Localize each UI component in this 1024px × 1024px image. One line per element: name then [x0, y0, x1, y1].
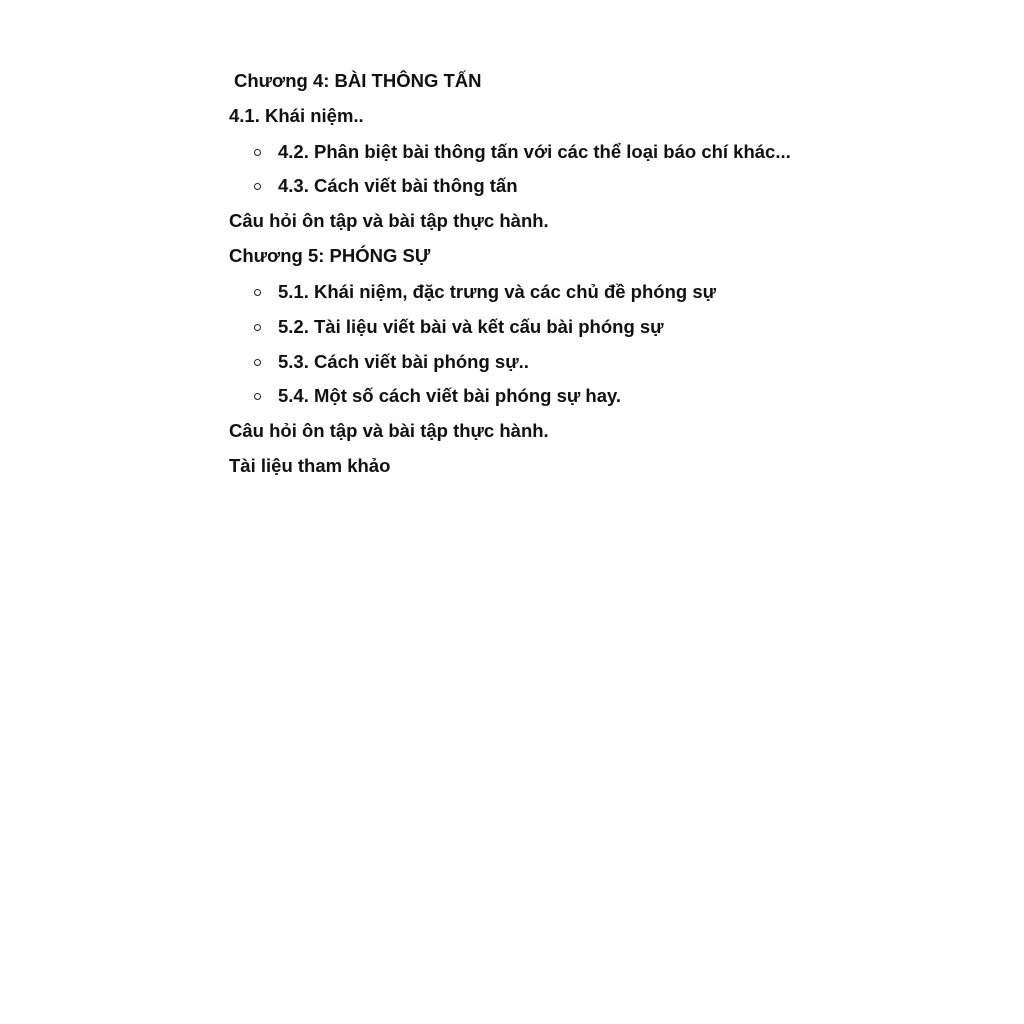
hollow-bullet-icon — [254, 359, 261, 366]
hollow-bullet-icon — [254, 289, 261, 296]
hollow-bullet-icon — [254, 393, 261, 400]
hollow-bullet-icon — [254, 324, 261, 331]
section-4-3: 4.3. Cách viết bài thông tấn — [278, 175, 518, 196]
section-4-2: 4.2. Phân biệt bài thông tấn với các thể loại báo chí khác... — [278, 141, 791, 162]
hollow-bullet-icon — [254, 183, 261, 190]
chapter-5-heading: Chương 5: PHÓNG SỰ — [229, 245, 431, 266]
references-heading: Tài liệu tham khảo — [229, 455, 391, 476]
section-4-1: 4.1. Khái niệm.. — [229, 105, 364, 126]
review-questions-5: Câu hỏi ôn tập và bài tập thực hành. — [229, 420, 549, 441]
chapter-4-heading: Chương 4: BÀI THÔNG TẤN — [234, 70, 482, 91]
review-questions-4: Câu hỏi ôn tập và bài tập thực hành. — [229, 210, 549, 231]
section-5-2: 5.2. Tài liệu viết bài và kết cấu bài phóng sự — [278, 316, 664, 337]
section-5-4: 5.4. Một số cách viết bài phóng sự hay. — [278, 385, 622, 406]
section-5-3: 5.3. Cách viết bài phóng sự.. — [278, 351, 529, 372]
hollow-bullet-icon — [254, 149, 261, 156]
section-5-1: 5.1. Khái niệm, đặc trưng và các chủ đề phóng sự — [278, 281, 717, 302]
